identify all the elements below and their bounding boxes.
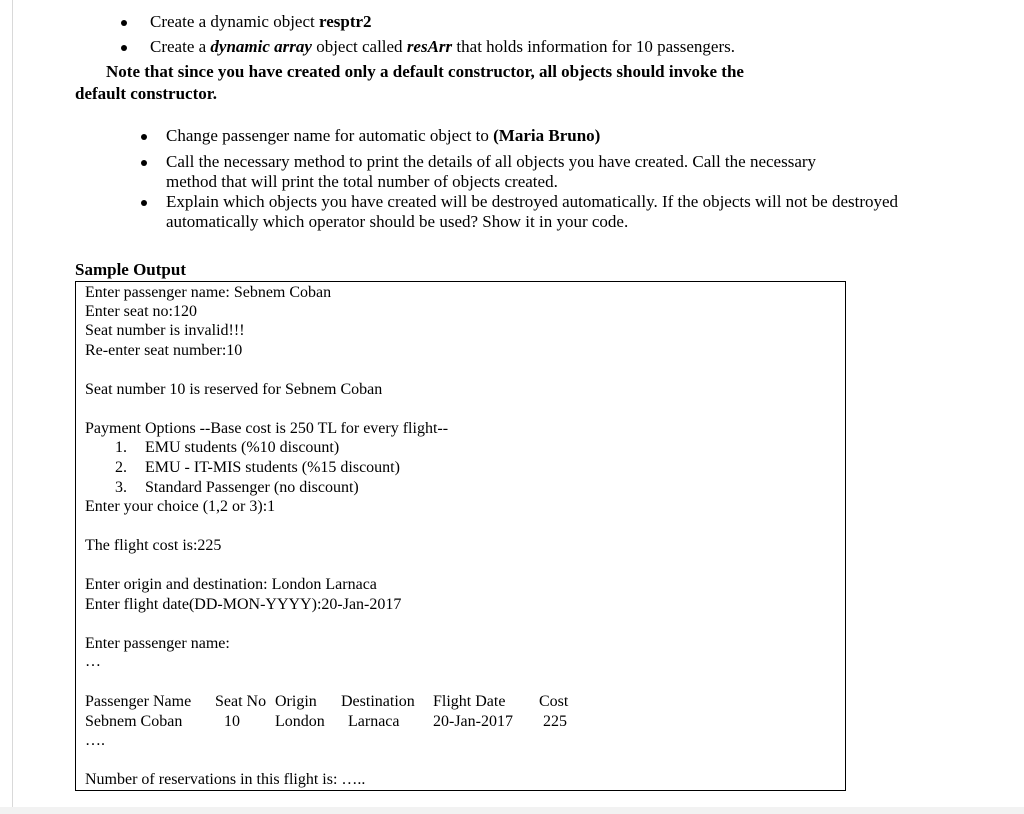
bullet-text: Call the necessary method to print the details of all objects you have created. Call the necessary bbox=[166, 152, 817, 171]
output-line: Enter passenger name: Sebnem Coban bbox=[85, 284, 332, 301]
bullet-bold: resptr2 bbox=[318, 12, 372, 31]
table-header: Flight Date bbox=[433, 693, 506, 710]
top-bullet-2 bbox=[150, 37, 735, 57]
bullet-1 bbox=[166, 126, 600, 146]
table-cell: 10 bbox=[224, 713, 240, 730]
option-text: EMU - IT-MIS students (%15 discount) bbox=[145, 459, 400, 476]
sample-output-heading: Sample Output bbox=[75, 260, 186, 279]
bullet-text: that holds information for 10 passengers. bbox=[452, 37, 735, 56]
output-line: Payment Options --Base cost is 250 TL for every flight-- bbox=[85, 420, 449, 437]
bullet-text: Create a bbox=[150, 37, 211, 56]
output-line: Seat number is invalid!!! bbox=[85, 322, 245, 339]
bullet-dot-icon bbox=[121, 20, 127, 26]
bullet-dot-icon bbox=[141, 200, 147, 206]
page-left-edge bbox=[12, 0, 13, 814]
bullet-3 bbox=[166, 192, 898, 212]
output-line: Number of reservations in this flight is: ….. bbox=[85, 771, 366, 788]
output-line: Enter origin and destination: London Larnaca bbox=[85, 576, 377, 593]
bullet-bold-italic: resArr bbox=[406, 37, 453, 56]
bullet-text: object called bbox=[311, 37, 407, 56]
output-line: Seat number 10 is reserved for Sebnem Coban bbox=[85, 381, 383, 398]
output-line: The flight cost is:225 bbox=[85, 537, 222, 554]
top-bullet-1 bbox=[150, 12, 372, 32]
ellipsis: …. bbox=[85, 732, 105, 749]
table-header: Origin bbox=[275, 693, 317, 710]
table-cell: Larnaca bbox=[348, 713, 400, 730]
bullet-dot-icon bbox=[141, 134, 147, 140]
bullet-text: Explain which objects you have created will be destroyed automatically. If the objects will not be destroyed bbox=[166, 192, 899, 211]
table-header: Seat No bbox=[215, 693, 267, 710]
bullet-3-cont: automatically which operator should be used? Show it in your code. bbox=[166, 212, 629, 231]
option-text: Standard Passenger (no discount) bbox=[145, 479, 359, 496]
table-header: Passenger Name bbox=[85, 693, 192, 710]
page-bottom-gap bbox=[0, 807, 1024, 814]
option-number: 1. bbox=[115, 439, 127, 456]
note-line-1: Note that since you have created only a default constructor, all objects should invoke the bbox=[106, 62, 744, 81]
table-header: Destination bbox=[341, 693, 415, 710]
output-line: Enter your choice (1,2 or 3):1 bbox=[85, 498, 276, 515]
output-line: Re-enter seat number:10 bbox=[85, 342, 243, 359]
ellipsis: … bbox=[85, 653, 101, 670]
table-header: Cost bbox=[539, 693, 569, 710]
table-cell: London bbox=[275, 713, 325, 730]
bullet-dot-icon bbox=[141, 160, 147, 166]
bullet-text: Change passenger name for automatic object to bbox=[166, 126, 494, 145]
bullet-dot-icon bbox=[121, 45, 127, 51]
note-line-2: default constructor. bbox=[75, 84, 217, 103]
bullet-bold: (Maria Bruno) bbox=[493, 126, 601, 145]
table-cell: 225 bbox=[543, 713, 567, 730]
option-number: 2. bbox=[115, 459, 127, 476]
bullet-text: Create a dynamic object bbox=[150, 12, 319, 31]
option-text: EMU students (%10 discount) bbox=[145, 439, 340, 456]
bullet-2-cont: method that will print the total number of objects created. bbox=[166, 172, 558, 191]
output-line: Enter flight date(DD-MON-YYYY):20-Jan-2017 bbox=[85, 596, 402, 613]
table-cell: Sebnem Coban bbox=[85, 713, 183, 730]
bullet-2 bbox=[166, 152, 816, 172]
bullet-bold-italic: dynamic array bbox=[210, 37, 312, 56]
table-cell: 20-Jan-2017 bbox=[433, 713, 513, 730]
option-number: 3. bbox=[115, 479, 127, 496]
output-line: Enter passenger name: bbox=[85, 635, 230, 652]
output-line: Enter seat no:120 bbox=[85, 303, 197, 320]
